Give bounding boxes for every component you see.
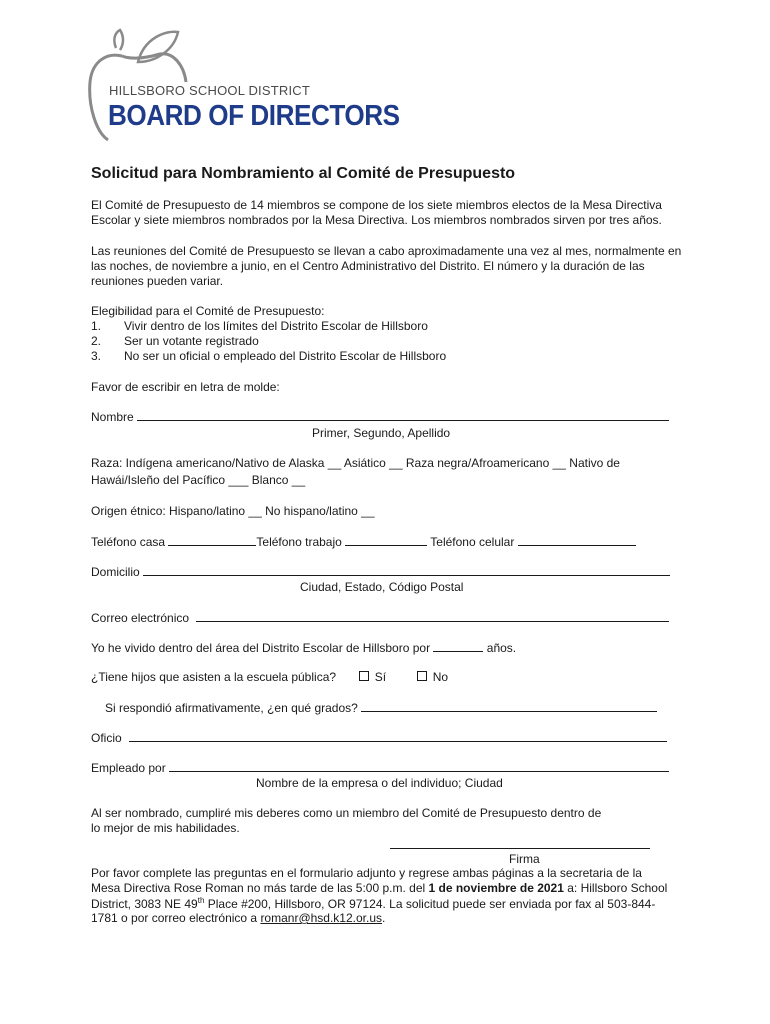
employer-field[interactable] <box>169 760 669 772</box>
race-line-1: Raza: Indígena americano/Nativo de Alaska __ Asiático __ Raza negra/Afroamericano __ Nativo de <box>91 456 620 470</box>
footer-text: . <box>382 911 386 925</box>
occupation-field[interactable] <box>129 730 667 742</box>
board-title: BOARD OF DIRECTORS <box>108 100 400 132</box>
phone-work-field[interactable] <box>345 534 427 546</box>
eligibility-item-text: Ser un votante registrado <box>124 334 259 348</box>
name-label: Nombre <box>91 410 134 424</box>
residence-years-field[interactable] <box>433 640 483 652</box>
address-field[interactable] <box>143 564 670 576</box>
eligibility-item-text: Vivir dentro de los límites del Distrito Escolar de Hillsboro <box>124 319 428 333</box>
race-line-2: Hawái/Isleño del Pacífico ___ Blanco __ <box>91 473 306 487</box>
deadline-date: 1 de noviembre de 2021 <box>428 881 564 895</box>
phone-home-field[interactable] <box>168 534 256 546</box>
footer-text: 1781 o por correo electrónico a <box>91 911 261 925</box>
footer-line-1: Por favor complete las preguntas en el formulario adjunto y regrese ambas páginas a la secretaria de la <box>91 866 642 880</box>
footer-text: Mesa Directiva Rose Roman no más tarde de las 5:00 p.m. del <box>91 881 429 895</box>
employer-label: Empleado por <box>91 761 166 775</box>
address-row <box>91 564 670 579</box>
print-note: Favor de escribir en letra de molde: <box>91 380 280 394</box>
eligibility-item <box>91 319 428 333</box>
footer-text: a: Hillsboro School <box>563 881 668 895</box>
occupation-label: Oficio <box>91 731 122 745</box>
phone-cell-field[interactable] <box>518 534 636 546</box>
eligibility-item-number: 1. <box>91 319 102 333</box>
eligibility-item-text: No ser un oficial o empleado del Distrito Escolar de Hillsboro <box>124 349 447 363</box>
employer-row <box>91 760 669 775</box>
email-label: Correo electrónico <box>91 611 190 625</box>
grades-row <box>105 700 657 715</box>
grades-field[interactable] <box>361 700 657 712</box>
eligibility-item <box>91 334 259 348</box>
name-row <box>91 409 669 424</box>
footer-line-2 <box>91 881 667 895</box>
residence-row <box>91 640 516 655</box>
phone-row <box>91 534 636 549</box>
footer-text: District, 3083 NE 49 <box>91 897 198 911</box>
intro-paragraph-1: El Comité de Presupuesto de 14 miembros se compone de los siete miembros electos de la Mesa Directiva Escolar y siete miembros nombrados por la Mesa Directiva. Los miembros nombrados sirven por tres años. <box>91 198 662 227</box>
yes-label: Sí <box>374 670 387 684</box>
employer-hint: Nombre de la empresa o del individuo; Ciudad <box>256 776 503 790</box>
children-row <box>91 670 448 684</box>
no-label: No <box>432 670 449 684</box>
page-title: Solicitud para Nombramiento al Comité de Presupuesto <box>91 165 516 182</box>
address-label: Domicilio <box>91 565 140 579</box>
address-hint: Ciudad, Estado, Código Postal <box>300 580 464 594</box>
email-link[interactable]: romanr@hsd.k12.or.us <box>260 911 383 925</box>
intro-paragraph-2: Las reuniones del Comité de Presupuesto se llevan a cabo aproximadamente una vez al mes, normalmente en las noches, de noviembre a junio, en el Centro Administrativo del Distrito. El número y la duración de las reuniones pueden variar. <box>91 244 682 288</box>
email-row <box>91 610 669 625</box>
residence-suffix: años. <box>486 641 517 655</box>
email-field[interactable] <box>196 610 669 622</box>
eligibility-item-number: 2. <box>91 334 102 348</box>
signature-label: Firma <box>509 852 540 866</box>
footer-text: Place #200, Hillsboro, OR 97124. La solicitud puede ser enviada por fax al 503-844- <box>204 897 656 911</box>
phone-home-label: Teléfono casa <box>91 535 166 549</box>
no-checkbox[interactable] <box>417 671 427 681</box>
footer-line-3 <box>91 896 655 911</box>
name-hint: Primer, Segundo, Apellido <box>312 426 451 440</box>
phone-work-label: Teléfono trabajo <box>256 535 342 549</box>
eligibility-item-number: 3. <box>91 349 102 363</box>
eligibility-heading: Elegibilidad para el Comité de Presupuesto: <box>91 304 325 318</box>
ordinal-suffix: th <box>197 896 205 905</box>
signature-field[interactable] <box>390 838 650 849</box>
residence-label: Yo he vivido dentro del área del Distrito Escolar de Hillsboro por <box>91 641 431 655</box>
pledge-line-2: lo mejor de mis habilidades. <box>91 821 240 835</box>
phone-cell-label: Teléfono celular <box>430 535 515 549</box>
footer-line-4 <box>91 911 385 925</box>
grades-question: Si respondió afirmativamente, ¿en qué grados? <box>105 701 358 715</box>
eligibility-item <box>91 349 446 363</box>
yes-checkbox[interactable] <box>359 671 369 681</box>
occupation-row <box>91 730 667 745</box>
district-name: HILLSBORO SCHOOL DISTRICT <box>109 83 310 98</box>
name-field[interactable] <box>137 409 669 421</box>
children-question: ¿Tiene hijos que asisten a la escuela pública? <box>91 670 337 684</box>
pledge-line-1: Al ser nombrado, cumpliré mis deberes como un miembro del Comité de Presupuesto dentro de <box>91 806 602 820</box>
ethnic-origin: Origen étnico: Hispano/latino __ No hispano/latino __ <box>91 504 375 518</box>
